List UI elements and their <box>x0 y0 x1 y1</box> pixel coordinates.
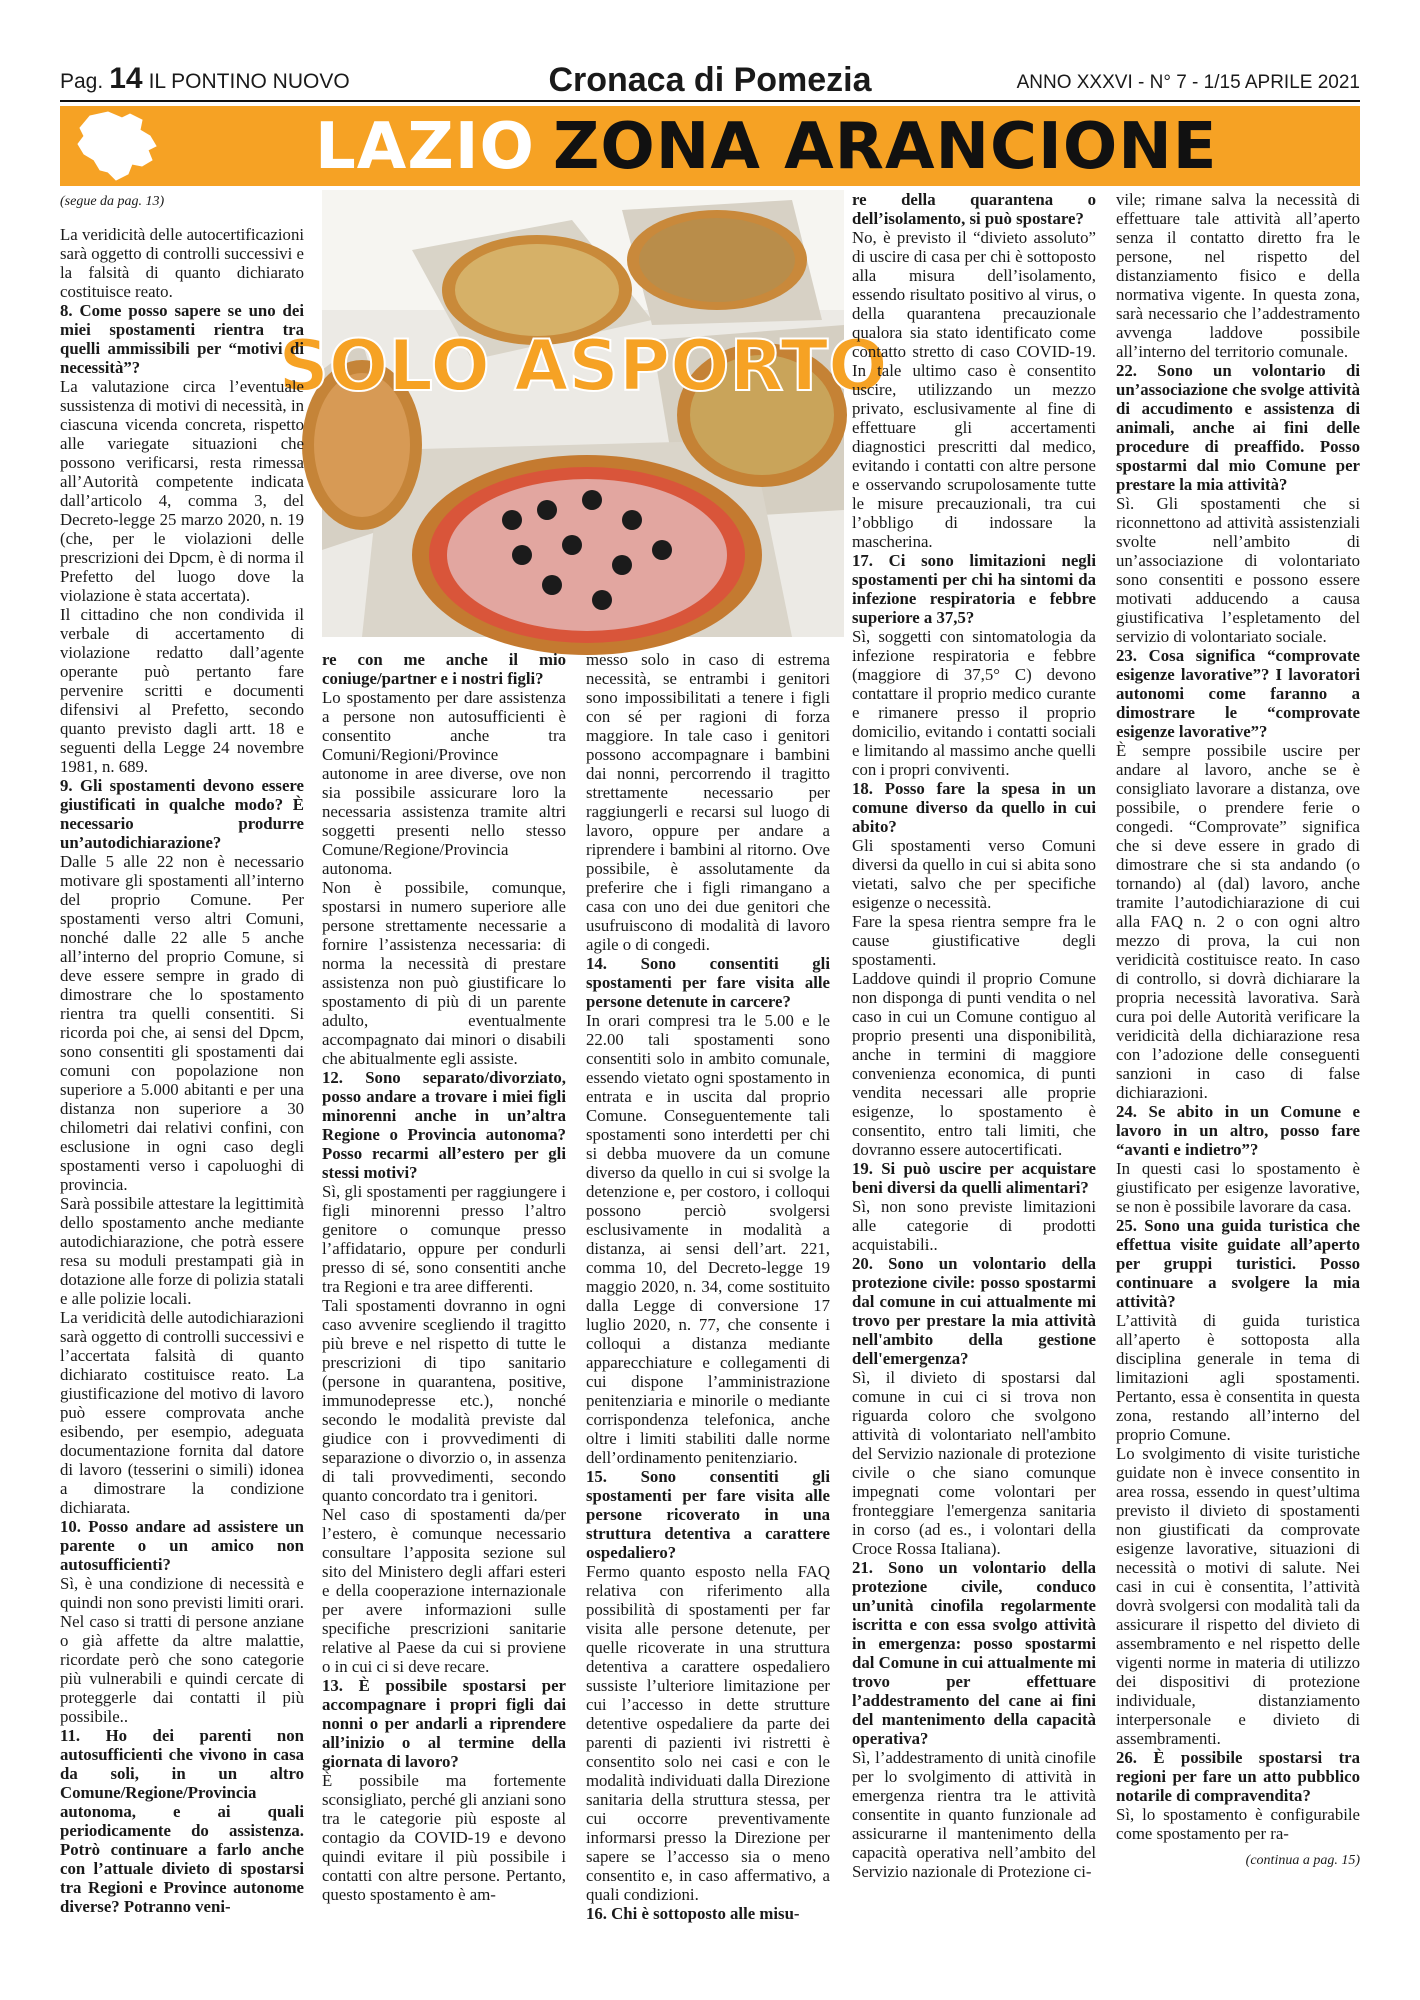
pizza-photo <box>278 190 888 637</box>
faq-question: 22. Sono un volontario di un’associazione che svolge attività di accudimento e assistenza di animali, anche ai fini delle procedure di preaffido. Posso spostarmi dal mio Comune per prestare la mia attività? <box>1116 361 1360 494</box>
body-paragraph: L’attività di guida turistica all’aperto è sottoposta alla disciplina generale in tema di limitazioni agli spostamenti. Pertanto, essa è consentita in questa zona, restando all’interno del proprio Comune. <box>1116 1311 1360 1444</box>
body-paragraph: Lo spostamento per dare assistenza a persone non autosufficienti è consentito anche tra Comuni/Regioni/Province autonome in aree diverse, ove non sia possibile assicurare loro la necessaria assistenza tramite altri soggetti presenti nello stesso Comune/Regione/Provincia autonoma. <box>322 688 566 878</box>
body-paragraph: Sì, lo spostamento è configurabile come spostamento per ra- <box>1116 1805 1360 1843</box>
column-1 <box>60 192 304 1916</box>
faq-question: 19. Si può uscire per acquistare beni diversi da quelli alimentari? <box>852 1159 1096 1197</box>
body-paragraph: Fare la spesa rientra sempre fra le cause giustificative degli spostamenti. <box>852 912 1096 969</box>
body-paragraph: È possibile ma fortemente sconsigliato, perché gli anziani sono tra le categorie più esposte al contagio da COVID-19 e devono quindi evitare il più possibile i contatti con altre persone. Pertanto, questo spostamento è am- <box>322 1771 566 1904</box>
body-paragraph: Sì, gli spostamenti per raggiungere i figli minorenni presso l’altro genitore o comunque presso l’affidatario, oppure per condurli presso di sé, sono consentiti anche tra Regioni e tra aree differenti. <box>322 1182 566 1296</box>
body-paragraph: Sì, l’addestramento di unità cinofile per lo svolgimento di attività in emergenza rientra tra le attività consentite in quanto funzionale ad assicurarne il mantenimento della capacità operativa nell’ambito del Servizio nazionale di Protezione ci- <box>852 1748 1096 1881</box>
faq-question: 26. È possibile spostarsi tra regioni per fare un atto pubblico notarile di compravendita? <box>1116 1748 1360 1805</box>
solo-asporto-text: SOLO ASPORTO <box>278 325 888 407</box>
publication-name: IL PONTINO NUOVO <box>148 70 350 93</box>
lazio-map-icon <box>70 110 160 182</box>
body-paragraph: Sì. Gli spostamenti che si riconnettono ad attività assistenziali svolte nell’ambito di un’associazione di volontariato sono consentiti e possono essere motivati adducendo a causa giustificativa l’espletamento del servizio di volontariato sociale. <box>1116 494 1360 646</box>
headline-banner <box>60 106 1360 186</box>
body-paragraph: Tali spostamenti dovranno in ogni caso avvenire scegliendo il tragitto più breve e nel rispetto di tutte le prescrizioni di tipo sanitario (persone in quarantena, positive, immunodepresse etc.), nonché secondo le modalità previste dal giudice con i provvedimenti di separazione o divorzio o, in assenza di tali provvedimenti, secondo quanto concordato tra i genitori. <box>322 1296 566 1505</box>
faq-question: re con me anche il mio coniuge/partner e i nostri figli? <box>322 650 566 688</box>
faq-question: 14. Sono consentiti gli spostamenti per fare visita alle persone detenute in carcere? <box>586 954 830 1011</box>
faq-question: re della quarantena o dell’isolamento, si può spostare? <box>852 190 1096 228</box>
column-4 <box>852 190 1096 1881</box>
pizza-image <box>278 190 888 637</box>
body-paragraph: Fermo quanto esposto nella FAQ relativa con riferimento alla possibilità di spostamenti per far visita alle persone detenute, per quelle ricoverate in una struttura detentiva a carattere ospedaliero sussiste l’ulteriore limitazione per cui l’accesso in dette strutture detentive ospedaliere da parte dei parenti di pazienti ivi ristretti è consentito solo nei casi e con le modalità individuati dalla Direzione sanitaria della struttura stessa, per cui occorre preventivamente informarsi presso la Direzione per sapere se l’accesso sia o meno consentito e, in caso affermativo, a quali condizioni. <box>586 1562 830 1904</box>
body-paragraph: In orari compresi tra le 5.00 e le 22.00 tali spostamenti sono consentiti solo in ambito comunale, essendo vietato ogni spostamento in entrata e in uscita dal proprio Comune. Conseguentemente tali spostamenti sono interdetti per chi si debba muovere da un comune diverso da quello in cui si svolge la detenzione e, per costoro, i colloqui possono perciò svolgersi esclusivamente in modalità a distanza, ai sensi dell’art. 221, comma 10, del Decreto-legge 19 maggio 2020, n. 34, come sostituito dalla Legge di conversione 17 luglio 2020, n. 77, che consente i colloqui a distanza mediante apparecchiature e collegamenti di cui dispone l’amministrazione penitenziaria e minorile o mediante corrispondenza telefonica, anche oltre i limiti stabiliti dalle norme dell’ordinamento penitenziario. <box>586 1011 830 1467</box>
faq-question: 25. Sono una guida turistica che effettua visite guidate all’aperto per gruppi turistici. Posso continuare a svolgere la mia attività? <box>1116 1216 1360 1311</box>
body-paragraph: La valutazione circa l’eventuale sussistenza di motivi di necessità, in ciascuna vicenda concreta, rispetto alle variegate situazioni che possono verificarsi, resta rimessa all’Autorità competente indicata dall’articolo 4, comma 3, del Decreto-legge 25 marzo 2020, n. 19 (che, per le violazioni delle prescrizioni dei Dpcm, è di norma il Prefetto del luogo dove la violazione è stata accertata). <box>60 377 304 605</box>
body-paragraph: In questi casi lo spostamento è giustificato per esigenze lavorative, se non è possibile lavorare da casa. <box>1116 1159 1360 1216</box>
column-2 <box>322 650 566 1904</box>
faq-question: 9. Gli spostamenti devono essere giustificati in qualche modo? È necessario produrre un’autodichiarazione? <box>60 776 304 852</box>
body-paragraph: Dalle 5 alle 22 non è necessario motivare gli spostamenti all’interno del proprio Comune. Per spostamenti verso altri Comuni, nonché dalle 22 alle 5 anche all’interno del proprio Comune, si deve essere sempre in grado di dimostrare che lo spostamento rientra tra quelli consentiti. Si ricorda poi che, ai sensi del Dpcm, sono consentiti gli spostamenti dai comuni con popolazione non superiore a 5.000 abitanti e per una distanza non superiore a 30 chilometri dai relativi confini, con esclusione in ogni caso degli spostamenti verso i capoluoghi di provincia. <box>60 852 304 1194</box>
body-paragraph: Non è possibile, comunque, spostarsi in numero superiore alle persone strettamente necessarie a fornire l’assistenza necessaria: di norma la necessità di prestare assistenza non può giustificare lo spostamento di più di un parente adulto, eventualmente accompagnato dai minori o disabili che abitualmente egli assiste. <box>322 878 566 1068</box>
body-paragraph: Laddove quindi il proprio Comune non disponga di punti vendita o nel caso in cui un Comune contiguo al proprio presenti una disponibilità, anche in termini di maggiore convenienza economica, di punti vendita necessari alle proprie esigenze, lo spostamento è consentito, entro tali limiti, che dovranno essere autocertificati. <box>852 969 1096 1159</box>
body-paragraph: vile; rimane salva la necessità di effettuare tale attività all’aperto senza il contatto diretto fra le persone, nel rispetto del distanziamento fisico e della normativa vigente. In questa zona, sarà necessario che l’addestramento avvenga laddove possibile all’interno del territorio comunale. <box>1116 190 1360 361</box>
faq-question: 21. Sono un volontario della protezione civile, conduco un’unità cinofila regolarmente iscritta e con essa svolgo attività in emergenza: posso spostarmi dal Comune in cui attualmente mi trovo per effettuare l’addestramento del cane ai fini del mantenimento della capacità operativa? <box>852 1558 1096 1748</box>
faq-question: 18. Posso fare la spesa in un comune diverso da quello in cui abito? <box>852 779 1096 836</box>
column-5 <box>1116 190 1360 1870</box>
body-paragraph: La veridicità delle autodichiarazioni sarà oggetto di controlli successivi e l’accertata falsità di quanto dichiarato costituisce reato. La giustificazione del motivo di lavoro può essere comprovata anche esibendo, per esempio, adeguata documentazione fornita dal datore di lavoro (tesserini o simili) idonea a dimostrare la condizione dichiarata. <box>60 1308 304 1517</box>
page-header <box>60 52 1360 98</box>
body-paragraph: Il cittadino che non condivida il verbale di accertamento di violazione redatto dall’agente operante può pertanto fare pervenire scritti e documenti difensivi al Prefetto, secondo quanto previsto dagli artt. 18 e seguenti della Legge 24 novembre 1981, n. 689. <box>60 605 304 776</box>
pag-label: Pag. <box>60 70 104 93</box>
body-paragraph: È sempre possibile uscire per andare al lavoro, anche se è consigliato lavorare a distanza, ove possibile, o prendere ferie o congedi. “Comprovate” significa che si deve essere in grado di dimostrare che si sta andando (o tornando) al (dal) lavoro, anche tramite l’autodichiarazione di cui alla FAQ n. 2 o con ogni altro mezzo di prova, la cui non veridicità costituisce reato. In caso di controllo, si dovrà dichiarare la propria necessità lavorativa. Sarà cura poi delle Autorità verificare la veridicità della dichiarazione resa con l’adozione delle conseguenti sanzioni in caso di false dichiarazioni. <box>1116 741 1360 1102</box>
faq-question: 12. Sono separato/divorziato, posso andare a trovare i miei figli minorenni anche in un’altra Regione o Provincia autonoma? Posso recarmi all’estero per gli stessi motivi? <box>322 1068 566 1182</box>
faq-question: 16. Chi è sottoposto alle misu- <box>586 1904 800 1923</box>
body-paragraph: Sì, non sono previste limitazioni alle categorie di prodotti acquistabili.. <box>852 1197 1096 1254</box>
headline-word-lazio: LAZIO <box>315 110 535 184</box>
column-3 <box>586 650 830 1923</box>
issue-info: ANNO XXXVI - N° 7 - 1/15 APRILE 2021 <box>1016 72 1360 93</box>
faq-question: 23. Cosa significa “comprovate esigenze lavorative”? I lavoratori autonomi come faranno a dimostrare le “comprovate esigenze lavorative”? <box>1116 646 1360 741</box>
header-rule <box>60 100 1360 102</box>
body-paragraph: No, è previsto il “divieto assoluto” di uscire di casa per chi è sottoposto alla misura dell’isolamento, essendo risultato positivo al virus, o della quarantena precauzionale qualora sia stato identificato come contatto stretto di caso COVID-19. In tale ultimo caso è consentito uscire, utilizzando un mezzo privato, esclusivamente al fine di effettuare gli accertamenti diagnostici prescritti dal medico, evitando i contatti con altre persone e osservando scrupolosamente tutte le misure precauzionali, tra cui l’obbligo di indossare la mascherina. <box>852 228 1096 551</box>
body-paragraph: La veridicità delle autocertificazioni sarà oggetto di controlli successivi e la falsità di quanto dichiarato costituisce reato. <box>60 225 304 301</box>
body-paragraph: Sì, è una condizione di necessità e quindi non sono previsti limiti orari. Nel caso si tratti di persone anziane o già affette da altre malattie, ricordate però che sono categorie più vulnerabili e quindi cercate di proteggerle dai contatti il più possibile.. <box>60 1574 304 1726</box>
body-paragraph: Gli spostamenti verso Comuni diversi da quello in cui si abita sono vietati, salvo che per specifiche esigenze o necessità. <box>852 836 1096 912</box>
faq-question: 8. Come posso sapere se uno dei miei spostamenti rientra tra quelli ammissibili per “motivi di necessità”? <box>60 301 304 377</box>
faq-question: 15. Sono consentiti gli spostamenti per fare visita alle persone ricoverato in una struttura detentiva a carattere ospedaliero? <box>586 1467 830 1562</box>
body-paragraph: Sì, il divieto di spostarsi dal comune in cui ci si trova non riguarda coloro che svolgono attività di volontariato nell'ambito del Servizio nazionale di protezione civile o che siano comunque impegnati come volontari per fronteggiare l'emergenza sanitaria in corso (ad es., i volontari della Croce Rossa Italiana). <box>852 1368 1096 1558</box>
body-paragraph: Sarà possibile attestare la legittimità dello spostamento anche mediante autodichiarazione, che potrà essere resa su moduli prestampati già in dotazione alle forze di polizia statali e alle polizie locali. <box>60 1194 304 1308</box>
faq-question: 17. Ci sono limitazioni negli spostamenti per chi ha sintomi da infezione respiratoria e febbre superiore a 37,5? <box>852 551 1096 627</box>
continued-from-note: (segue da pag. 13) <box>60 194 165 209</box>
body-paragraph: Lo svolgimento di visite turistiche guidate non è invece consentito in area rossa, essendo in quest’ultima previsto il divieto di spostamenti non giustificati da comprovate esigenze lavorative, situazioni di necessità o motivi di salute. Nei casi in cui è consentita, l’attività dovrà svolgersi con modalità tali da assicurare il rispetto del divieto di assembramento e nel rispetto delle vigenti norme in materia di utilizzo dei dispositivi di protezione individuale, distanziamento interpersonale e divieto di assembramenti. <box>1116 1444 1360 1748</box>
section-title: Cronaca di Pomezia <box>548 61 872 99</box>
faq-question: 24. Se abito in un Comune e lavoro in un altro, posso fare “avanti e indietro”? <box>1116 1102 1360 1159</box>
body-paragraph: messo solo in caso di estrema necessità, se entrambi i genitori sono impossibilitati a tenere i figli con sé per ragioni di forza maggiore. In tale caso i genitori possono accompagnare i bambini dai nonni, percorrendo il tragitto strettamente necessario per raggiungerli e recarsi sul luogo di lavoro, oppure per andare a riprendere i bambini al ritorno. Ove possibile, è assolutamente da preferire che i figli rimangano a casa con uno dei due genitori che usufruiscono di modalità di lavoro agile o di congedi. <box>586 650 830 954</box>
faq-question: 13. È possibile spostarsi per accompagnare i propri figli dai nonni o per andarli a riprendere all’inizio o al termine della giornata di lavoro? <box>322 1676 566 1771</box>
faq-question: 10. Posso andare ad assistere un parente o un amico non autosufficienti? <box>60 1517 304 1574</box>
faq-question: 20. Sono un volontario della protezione civile: posso spostarmi dal comune in cui attualmente mi trovo per prestare la mia attività nell'ambito della gestione dell'emergenza? <box>852 1254 1096 1368</box>
faq-question: 11. Ho dei parenti non autosufficienti che vivono in casa da soli, in un altro Comune/Regione/Provincia autonoma, e ai quali periodicamente do assistenza. Potrò continuare a farlo anche con l’attuale divieto di spostarsi tra Regioni e Province autonome diverse? Potranno veni- <box>60 1726 304 1916</box>
body-paragraph: Nel caso di spostamenti da/per l’estero, è comunque necessario consultare l’apposita sezione sul sito del Ministero degli affari esteri e della cooperazione internazionale per avere informazioni sulle specifiche prescrizioni sanitarie relative al Paese da cui si proviene o in cui ci si deve recare. <box>322 1505 566 1676</box>
page-number: 14 <box>109 62 143 95</box>
body-paragraph: Sì, soggetti con sintomatologia da infezione respiratoria e febbre (maggiore di 37,5° C) devono contattare il proprio medico curante e rimanere presso il proprio domicilio, evitando i contatti sociali e limitando al massimo anche quelli con i propri conviventi. <box>852 627 1096 779</box>
headline <box>315 106 1218 186</box>
continued-to-note: (continua a pag. 15) <box>1245 1853 1360 1868</box>
headline-word-zona: ZONA ARANCIONE <box>552 110 1218 184</box>
